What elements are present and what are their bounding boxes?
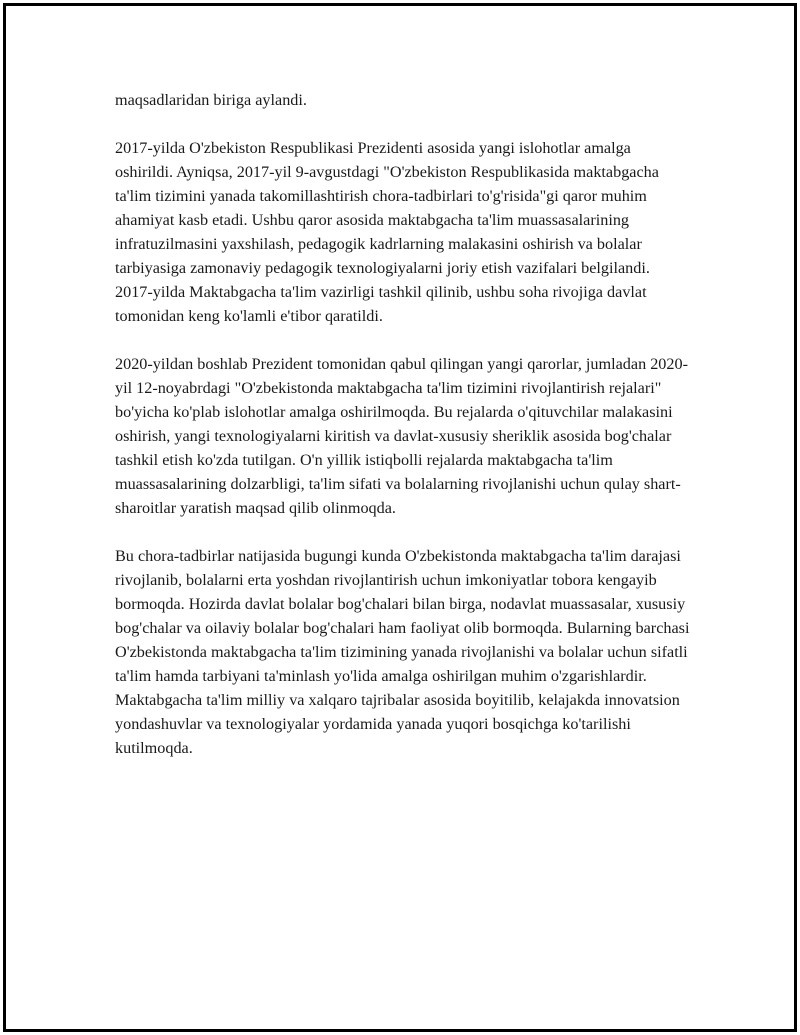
paragraph-2017-reforms: 2017-yilda O'zbekiston Respublikasi Prezidenti asosida yangi islohotlar amalga oshirildi. Ayniqsa, 2017-yil 9-avgustdagi "O'zbekiston Respublikasida maktabgacha ta'lim tizimini yanada takomillashtirish chora-tadbirlari to'g'risida"gi qaror muhim ahamiyat kasb etadi. Ushbu qaror asosida maktabgacha ta'lim muassasalarining infratuzilmasini yaxshilash, pedagogik kadrlarning malakasini oshirish va bolalar tarbiyasiga zamonaviy pedagogik texnologiyalarni joriy etish vazifalari belgilandi. 2017-yilda Maktabgacha ta'lim vazirligi tashkil qilinib, ushbu soha rivojiga davlat tomonidan keng ko'lamli e'tibor qaratildi. (115, 139, 659, 325)
paragraph-results: Bu chora-tadbirlar natijasida bugungi kunda O'zbekistonda maktabgacha ta'lim darajasi rivojlanib, bolalarni erta yoshdan rivojlantirish uchun imkoniyatlar tobora kengayib bormoqda. Hozirda davlat bolalar bog'chalari bilan birga, nodavlat muassasalar, xususiy bog'chalar va oilaviy bolalar bog'chalari ham faoliyat olib bormoqda. Bularning barchasi O'zbekistonda maktabgacha ta'lim tizimining yanada rivojlanishi va bolalar uchun sifatli ta'lim hamda tarbiyani ta'minlash yo'lida amalga oshirilgan muhim o'zgarishlardir. Maktabgacha ta'lim milliy va xalqaro tajribalar asosida boyitilib, kelajakda innovatsion yondashuvlar va texnologiyalar yordamida yanada yuqori bosqichga ko'tarilishi kutilmoqda. (115, 547, 690, 757)
paragraph-2020-reforms: 2020-yildan boshlab Prezident tomonidan qabul qilingan yangi qarorlar, jumladan 2020-yil 12-noyabrdagi "O'zbekistonda maktabgacha ta'lim tizimini rivojlantirish rejalari" bo'yicha ko'plab islohotlar amalga oshirilmoqda. Bu rejalarda o'qituvchilar malakasini oshirish, yangi texnologiyalarni kiritish va davlat-xususiy sheriklik asosida bog'chalar tashkil etish ko'zda tutilgan. O'n yillik istiqbolli rejalarda maktabgacha ta'lim muassasalarining dolzarbligi, ta'lim sifati va bolalarning rivojlanishi uchun qulay shart-sharoitlar yaratish maqsad qilib olinmoqda. (115, 355, 688, 517)
document-body (115, 88, 690, 784)
paragraph-continuation: maqsadlaridan biriga aylandi. (115, 91, 307, 109)
